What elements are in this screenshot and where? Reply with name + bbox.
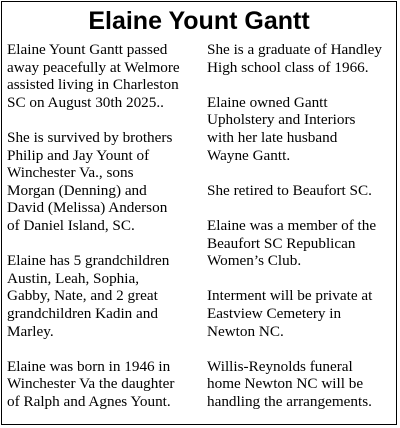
paragraph-business: Elaine owned Gantt Upholstery and Interiors with her late husband Wayne Gantt.	[207, 93, 356, 164]
paragraph-survivors: She is survived by brothers Philip and Jay Yount of Winchester Va., sons Morgan (Denning) and David (Melissa) Anderson of Daniel Island, SC.	[7, 128, 173, 234]
paragraph-retirement: She retired to Beaufort SC.	[207, 181, 372, 199]
paragraph-membership: Elaine was a member of the Beaufort SC Republican Women’s Club.	[207, 216, 377, 270]
left-column	[7, 41, 200, 410]
paragraph-passing: Elaine Yount Gantt passed away peacefully at Welmore assisted living in Charleston SC on August 30th 2025..	[7, 41, 180, 111]
right-column	[207, 41, 397, 410]
obituary-title: Elaine Yount Gantt	[88, 7, 310, 35]
paragraph-birth: Elaine was born in 1946 in Winchester Va the daughter of Ralph and Agnes Yount.	[7, 357, 175, 410]
paragraph-arrangements: Willis-Reynolds funeral home Newton NC will be handling the arrangements.	[207, 357, 372, 410]
paragraph-education: She is a graduate of Handley High school class of 1966.	[207, 41, 383, 76]
paragraph-grandchildren: Elaine has 5 grandchildren Austin, Leah, Sophia, Gabby, Nate, and 2 great grandchildren Kadin and Marley.	[7, 252, 170, 340]
paragraph-interment: Interment will be private at Eastview Cemetery in Newton NC.	[207, 287, 373, 340]
obituary-notice	[1, 1, 397, 425]
